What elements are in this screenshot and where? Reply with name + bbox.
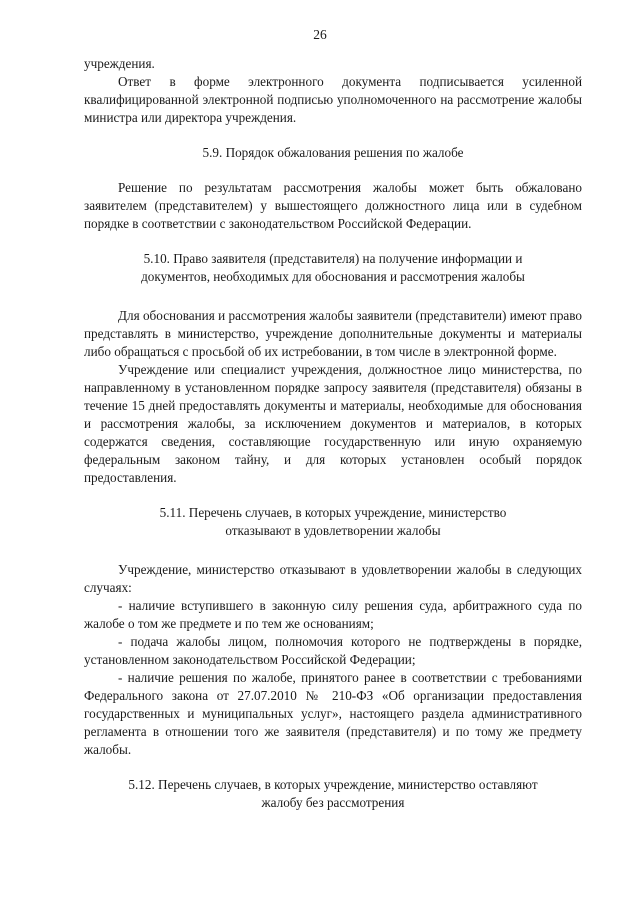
section-heading-5-11-line-1: 5.11. Перечень случаев, в которых учреждение, министерство <box>159 505 507 520</box>
list-item-prior-decision: - наличие решения по жалобе, принятого ранее в соответствии с требованиями Федерального закона от 27.07.2010 № 210-ФЗ «Об организации предоставления государственных и муниципальных услуг», настоящего раздела административного регламента в отношении того же заявителя (представителя) и по тому же предмету жалобы. <box>84 670 582 757</box>
section-heading-5-12-line-1: 5.12. Перечень случаев, в которых учреждение, министерство оставляют <box>128 777 538 792</box>
paragraph-continuation: учреждения. <box>84 56 155 71</box>
section-heading-5-10 <box>84 250 582 286</box>
section-heading-5-12 <box>84 776 582 812</box>
paragraph-additional-documents: Для обоснования и рассмотрения жалобы заявители (представители) имеют право представлять в министерство, учреждение дополнительные документы и материалы либо обращаться с просьбой об их истребовании, в том числе в электронной форме. <box>84 308 582 359</box>
paragraph-electronic-response: Ответ в форме электронного документа подписывается усиленной квалифицированной электронной подписью уполномоченного на рассмотрение жалобы министра или директора учреждения. <box>84 74 582 125</box>
section-heading-5-10-line-1: 5.10. Право заявителя (представителя) на получение информации и <box>143 251 523 266</box>
list-item-unconfirmed-authority: - подача жалобы лицом, полномочия которого не подтверждены в порядке, установленном законодательством Российской Федерации; <box>84 634 582 667</box>
section-heading-5-10-line-2: документов, необходимых для обоснования и рассмотрения жалобы <box>141 269 525 284</box>
section-heading-5-11-line-2: отказывают в удовлетворении жалобы <box>225 523 441 538</box>
document-body <box>84 55 582 812</box>
page-number: 26 <box>313 27 327 42</box>
section-heading-5-9: 5.9. Порядок обжалования решения по жалобе <box>202 145 464 160</box>
paragraph-refusal-cases: Учреждение, министерство отказывают в удовлетворении жалобы в следующих случаях: <box>84 562 582 595</box>
section-heading-5-12-line-2: жалобу без рассмотрения <box>261 795 405 810</box>
paragraph-appeal-decision: Решение по результатам рассмотрения жалобы может быть обжаловано заявителем (представителем) у вышестоящего должностного лица или в судебном порядке в соответствии с законодательством Российской Федерации. <box>84 180 582 231</box>
paragraph-document-request: Учреждение или специалист учреждения, должностное лицо министерства, по направленному в установленном порядке запросу заявителя (представителя) обязаны в течение 15 дней предоставлять документы и материалы, необходимые для обоснования и рассмотрения жалобы, за исключением документов и материалов, в которых содержатся сведения, составляющие государственную или иную охраняемую федеральным законом тайну, и для которых установлен особый порядок предоставления. <box>84 362 582 485</box>
list-item-court-decision: - наличие вступившего в законную силу решения суда, арбитражного суда по жалобе о том же предмете и по тем же основаниям; <box>84 598 582 631</box>
section-heading-5-11 <box>84 504 582 540</box>
